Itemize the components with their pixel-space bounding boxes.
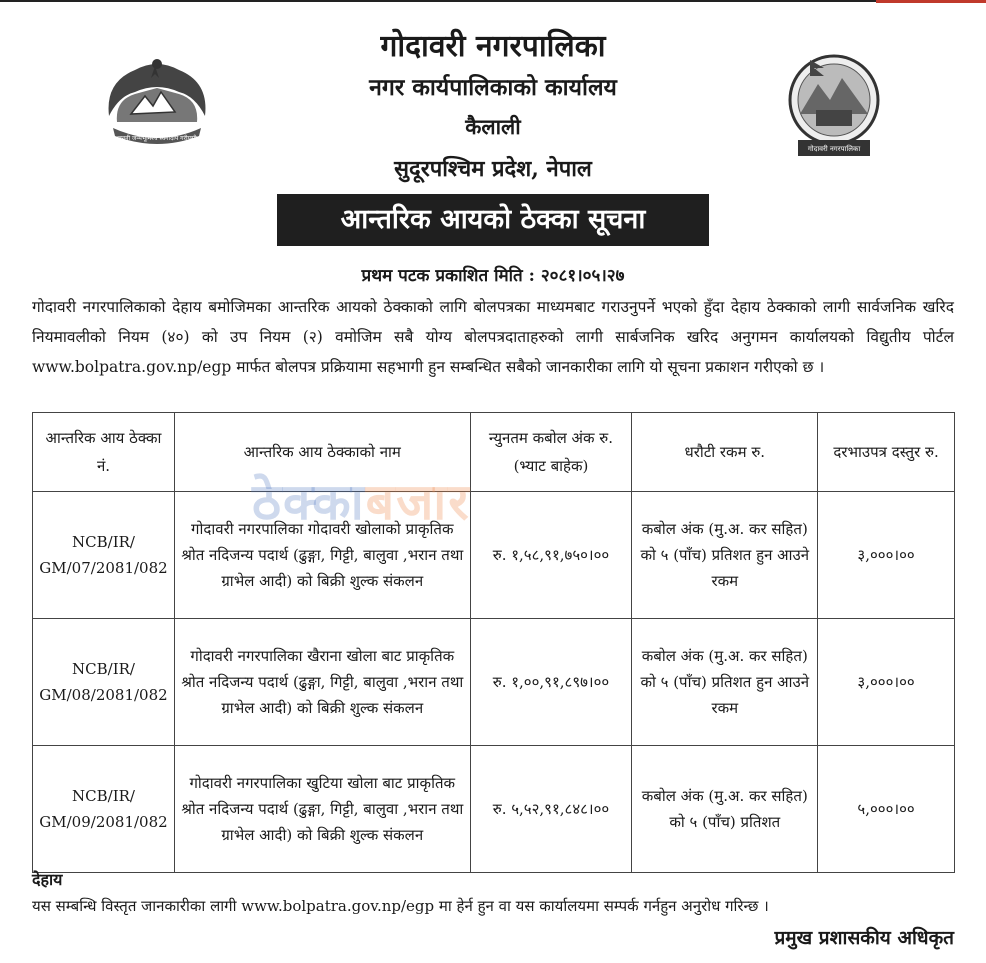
cell-fee: ५,०००।००: [818, 746, 955, 873]
cell-min-bid: रु. १,५८,९१,७५०।००: [470, 492, 632, 619]
cell-fee: ३,०००।००: [818, 619, 955, 746]
header-fee: दरभाउपत्र दस्तुर रु.: [818, 413, 955, 492]
municipality-logo-icon: [780, 50, 888, 162]
cell-deposit: कबोल अंक (मु.अ. कर सहित) को ५ (पाँच) प्रतिशत: [632, 746, 818, 873]
top-border: [0, 0, 986, 2]
cell-min-bid: रु. ५,५२,९१,८४८।००: [470, 746, 632, 873]
table-row: [33, 619, 955, 746]
notice-paragraph: गोदावरी नगरपालिकाको देहाय बमोजिमका आन्तरिक आयको ठेक्काको लागि बोलपत्रका माध्यमबाट गराउनुपर्ने भएको हुँदा देहाय ठेक्काको लागी सार्वजनिक खरिद नियमावलीको नियम (४०) को उप नियम (२) वमोजिम सबै योग्य बोलपत्रदाताहरुको लागी सार्बजनिक खरिद अनुगमन कार्यालयको विद्युतीय पोर्टल www.bolpatra.gov.np/egp मार्फत बोलपत्र प्रक्रियामा सहभागी हुन सम्बन्धित सबैको जानकारीका लागि यो सूचना प्रकाशन गरीएको छ ।: [32, 298, 954, 376]
table-header-row: [33, 413, 955, 492]
cell-min-bid: रु. १,००,९१,८९७।००: [470, 619, 632, 746]
cell-fee: ३,०००।००: [818, 492, 955, 619]
table-row: [33, 746, 955, 873]
header-contract-name: आन्तरिक आय ठेक्काको नाम: [174, 413, 470, 492]
province-title: सुदूरपश्चिम प्रदेश, नेपाल: [394, 156, 592, 182]
cell-contract-no: NCB/IR/ GM/07/2081/082: [33, 492, 175, 619]
cell-contract-name: गोदावरी नगरपालिका खैराना खोला बाट प्राकृतिक श्रोत नदिजन्य पदार्थ (ढुङ्गा, गिट्टी, बालुवा ,भरान तथा ग्राभेल आदी) को बिक्री शुल्क संकलन: [174, 619, 470, 746]
tender-table: [32, 412, 955, 873]
cell-contract-name: गोदावरी नगरपालिका गोदावरी खोलाको प्राकृतिक श्रोत नदिजन्य पदार्थ (ढुङ्गा, गिट्टी, बालुवा ,भरान तथा ग्राभेल आदी) को बिक्री शुल्क संकलन: [174, 492, 470, 619]
header-deposit: धरौटी रकम रु.: [632, 413, 818, 492]
header-contract-no: आन्तरिक आय ठेक्का नं.: [33, 413, 175, 492]
notice-title-banner: आन्तरिक आयको ठेक्का सूचना: [277, 194, 709, 246]
footer-label: देहाय: [32, 870, 63, 889]
publish-date: प्रथम पटक प्रकाशित मिति : २०८१।०५।२७: [361, 266, 625, 286]
watermark-part2: बजार: [365, 473, 471, 531]
signatory: प्रमुख प्रशासकीय अधिकृत: [774, 927, 954, 949]
svg-text:गोदावरी नगरपालिका: गोदावरी नगरपालिका: [807, 145, 861, 153]
cell-contract-name: गोदावरी नगरपालिका खुटिया खोला बाट प्राकृतिक श्रोत नदिजन्य पदार्थ (ढुङ्गा, गिट्टी, बालुवा ,भरान तथा ग्राभेल आदी) को बिक्री शुल्क संकलन: [174, 746, 470, 873]
watermark-part1: ठेक्का: [252, 473, 366, 531]
table-row: [33, 492, 955, 619]
svg-text:जननी जन्मभूमिश्च स्वर्गादपि गर: जननी जन्मभूमिश्च स्वर्गादपि गरीयसी: [117, 135, 197, 142]
top-accent: [876, 0, 986, 3]
office-title: नगर कार्यपालिकाको कार्यालय: [369, 74, 617, 101]
header-min-bid: न्युनतम कबोल अंक रु. (भ्याट बाहेक): [470, 413, 632, 492]
cell-deposit: कबोल अंक (मु.अ. कर सहित) को ५ (पाँच) प्रतिशत हुन आउने रकम: [632, 619, 818, 746]
cell-deposit: कबोल अंक (मु.अ. कर सहित) को ५ (पाँच) प्रतिशत हुन आउने रकम: [632, 492, 818, 619]
cell-contract-no: NCB/IR/ GM/09/2081/082: [33, 746, 175, 873]
municipality-title: गोदावरी नगरपालिका: [380, 29, 606, 64]
district-title: कैलाली: [465, 114, 521, 139]
cell-contract-no: NCB/IR/ GM/08/2081/082: [33, 619, 175, 746]
footer-note: यस सम्बन्धि विस्तृत जानकारीका लागी www.bolpatra.gov.np/egp मा हेर्न हुन वा यस कार्यालयमा सम्पर्क गर्नहुन अनुरोध गरिन्छ ।: [32, 897, 769, 915]
